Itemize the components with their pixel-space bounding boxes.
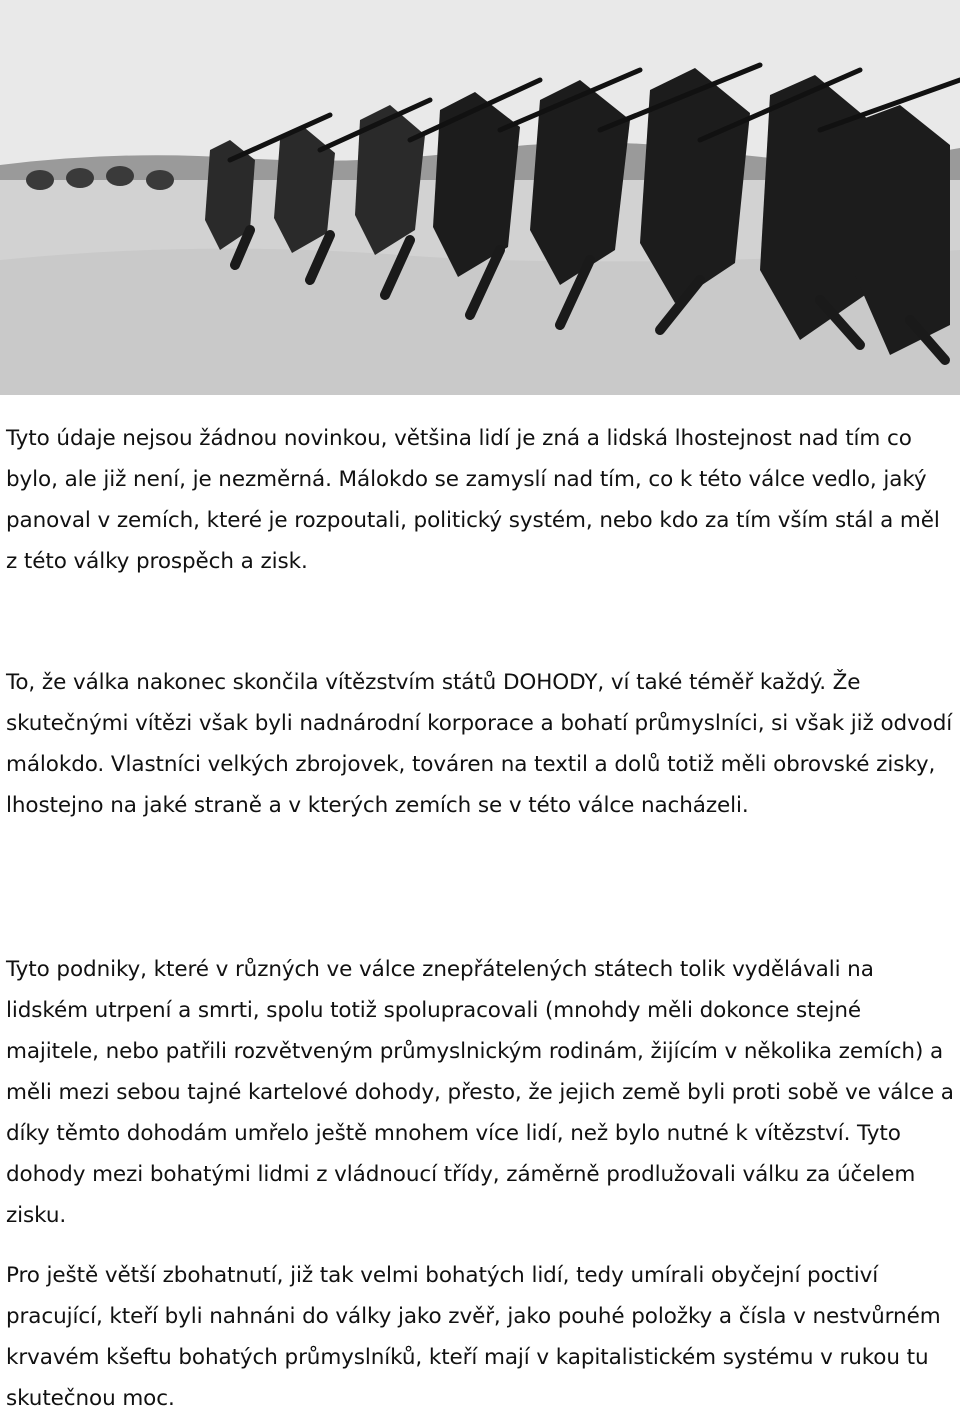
soldiers-charge-photo xyxy=(0,0,960,395)
paragraph-1: Tyto údaje nejsou žádnou novinkou, většina lidí je zná a lidská lhostejnost nad tím co bylo, ale již není, je nezměrná. Málokdo se zamyslí nad tím, co k této válce vedlo, jaký panoval v zemích, které je rozpoutali, politický systém, nebo kdo za tím vším stál a měl z této války prospěch a zisk. xyxy=(6,426,940,574)
photo-illustration xyxy=(0,0,960,395)
paragraph-2: To, že válka nakonec skončila vítězstvím států DOHODY, ví také téměř každý. Že skutečnými vítězi však byli nadnárodní korporace a bohatí průmyslníci, si však již odvodí málokdo. Vlastníci velkých zbrojovek, továren na textil a dolů totiž měli obrovské zisky, lhostejno na jaké straně a v kterých zemích se v této válce nacházeli. xyxy=(6,670,953,818)
paragraph-4: Pro ještě větší zbohatnutí, již tak velmi bohatých lidí, tedy umírali obyčejní poctiví pracující, kteří byli nahnáni do války jako zvěř, jako pouhé položky a čísla v nestvůrném krvavém kšeftu bohatých průmyslníků, kteří mají v kapitalistickém systému v rukou tu skutečnou moc. xyxy=(6,1263,941,1411)
paragraph-3: Tyto podniky, které v různých ve válce znepřátelených státech tolik vydělávali na lidském utrpení a smrti, spolu totiž spolupracovali (mnohdy měli dokonce stejné majitele, nebo patřili rozvětveným průmyslnickým rodinám, žijícím v několika zemích) a měli mezi sebou tajné kartelové dohody, přesto, že jejich země byli proti sobě ve válce a díky těmto dohodám umřelo ještě mnohem více lidí, než bylo nutné k vítězství. Tyto dohody mezi bohatými lidmi z vládnoucí třídy, záměrně prodlužovali válku za účelem zisku. xyxy=(6,957,954,1228)
